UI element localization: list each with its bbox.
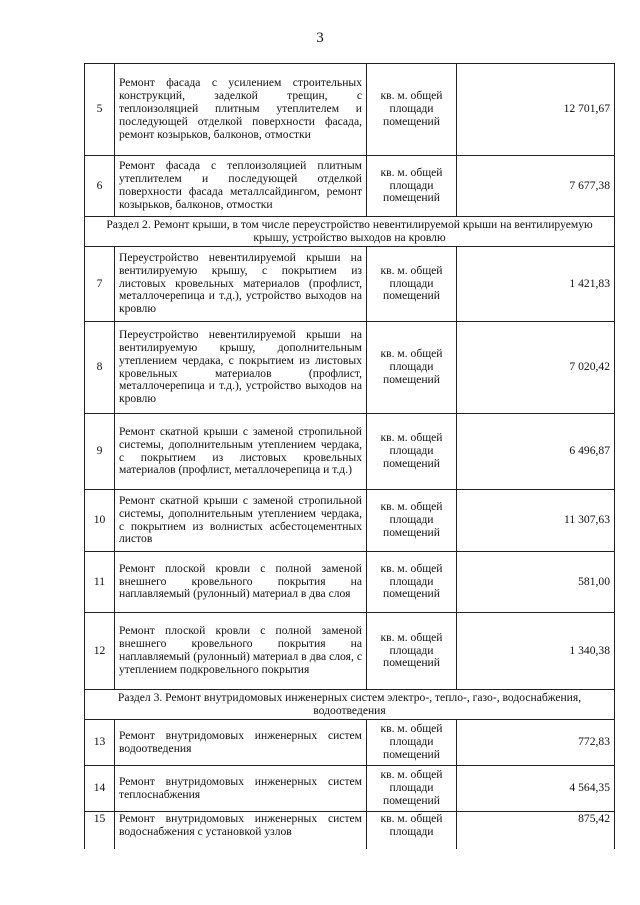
row-number-cell: 5 [85,64,115,156]
work-description-cell: Ремонт фасада с усилением строительных конструкций, заделкой трещин, с теплоизоляцией плитным утеплителем и последующей отделкой поверхности фасада, ремонт козырьков, балконов, отмостки [115,64,367,156]
table-row [85,720,615,766]
unit-cell: кв. м. общей площади помещений [367,613,457,690]
cost-value-cell: 6 496,87 [457,414,615,490]
cost-value-cell: 11 307,63 [457,490,615,552]
section-title: Раздел 2. Ремонт крыши, в том числе переустройство невентилируемой крыши на вентилируемую крышу, устройство выходов на кровлю [85,217,615,247]
work-description-cell: Ремонт плоской кровли с полной заменой внешнего кровельного покрытия на наплавляемый (рулонный) материал в два слоя, с утеплением подкровельного покрытия [115,613,367,690]
row-number-cell: 10 [85,490,115,552]
row-number-cell: 14 [85,766,115,812]
work-description-cell: Ремонт внутридомовых инженерных систем водоотведения [115,720,367,766]
work-description-cell: Ремонт внутридомовых инженерных систем теплоснабжения [115,766,367,812]
work-description-cell: Переустройство невентилируемой крыши на вентилируемую крышу, дополнительным утеплением чердака, с покрытием из листовых кровельных материалов (профлист, металлочерепица и т.д.), устройство выходов на кровлю [115,322,367,414]
unit-cell: кв. м. общей площади помещений [367,490,457,552]
row-number-cell: 6 [85,156,115,217]
work-description-cell: Ремонт скатной крыши с заменой стропильной системы, дополнительным утеплением чердака, с покрытием из волнистых асбестоцементных листов [115,490,367,552]
section-header-row [85,217,615,247]
unit-cell: кв. м. общей площади помещений [367,414,457,490]
cost-value-cell: 7 020,42 [457,322,615,414]
section-header-row [85,690,615,720]
unit-cell: кв. м. общей площади помещений [367,766,457,812]
work-description-cell: Ремонт внутридомовых инженерных систем водоснабжения с установкой узлов [115,812,367,849]
row-number-cell: 11 [85,552,115,613]
row-number-cell: 13 [85,720,115,766]
unit-cell: кв. м. общей площади помещений [367,552,457,613]
table-row [85,322,615,414]
unit-cell: кв. м. общей площади помещений [367,247,457,322]
row-number-cell: 9 [85,414,115,490]
work-description-cell: Переустройство невентилируемой крыши на вентилируемую крышу, с покрытием из листовых кровельных материалов (профлист, металлочерепица и т.д.), устройство выходов на кровлю [115,247,367,322]
cost-value-cell: 1 421,83 [457,247,615,322]
row-number-cell: 15 [85,812,115,849]
cost-value-cell: 4 564,35 [457,766,615,812]
cost-value-cell: 772,83 [457,720,615,766]
work-description-cell: Ремонт скатной крыши с заменой стропильной системы, дополнительным утеплением чердака, с покрытием из листовых кровельных материалов (профлист, металлочерепица и т.д.) [115,414,367,490]
unit-cell: кв. м. общей площади помещений [367,156,457,217]
table-row [85,812,615,849]
unit-cell: кв. м. общей площади помещений [367,322,457,414]
cost-value-cell: 7 677,38 [457,156,615,217]
cost-value-cell: 581,00 [457,552,615,613]
page-number: 3 [316,30,324,46]
cost-value-cell: 12 701,67 [457,64,615,156]
unit-cell: кв. м. общей площади помещений [367,720,457,766]
unit-cell: кв. м. общей площади помещений [367,64,457,156]
work-description-cell: Ремонт фасада с теплоизоляцией плитным утеплителем и последующей отделкой поверхности фасада металлсайдингом, ремонт козырьков, балконов, отмостки [115,156,367,217]
work-description-cell: Ремонт плоской кровли с полной заменой внешнего кровельного покрытия на наплавляемый (рулонный) материал в два слоя [115,552,367,613]
section-title: Раздел 3. Ремонт внутридомовых инженерных систем электро-, тепло-, газо-, водоснабжения, водоотведения [85,690,615,720]
row-number-cell: 12 [85,613,115,690]
table-row [85,156,615,217]
table-row [85,64,615,156]
table-row [85,490,615,552]
row-number-cell: 7 [85,247,115,322]
table-row [85,247,615,322]
unit-cell: кв. м. общей площади [367,812,457,849]
row-number-cell: 8 [85,322,115,414]
cost-value-cell: 875,42 [457,812,615,849]
table-row [85,766,615,812]
work-types-table-body [85,64,615,849]
cost-value-cell: 1 340,38 [457,613,615,690]
table-row [85,552,615,613]
table-row [85,613,615,690]
work-types-table [84,63,615,849]
table-row [85,414,615,490]
